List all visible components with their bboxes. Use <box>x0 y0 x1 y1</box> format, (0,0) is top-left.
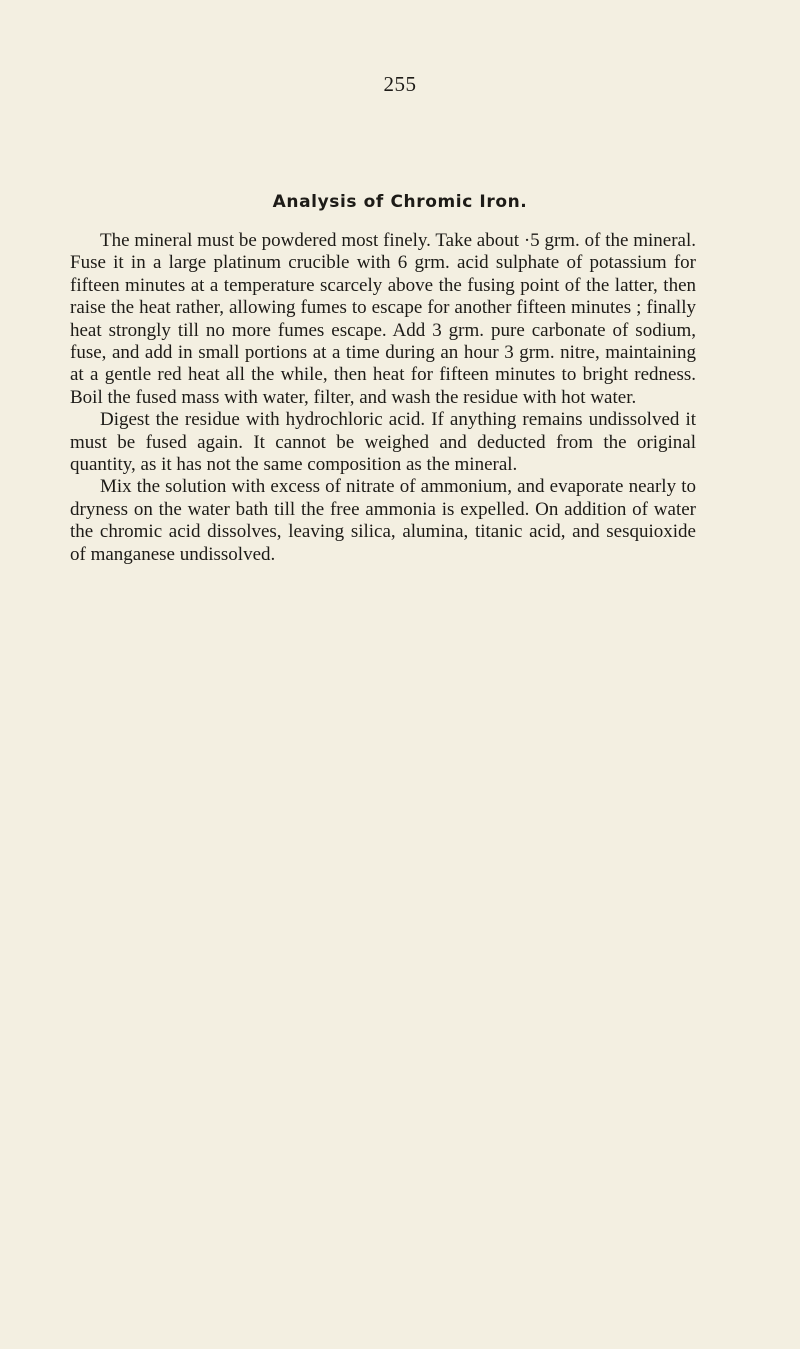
paragraph-solution-treatment: Mix the solution with excess of nitrate of ammonium, and evaporate nearly to dryness on the water bath till the free ammonia is expelled. On addition of water the chromic acid dissolves, leaving silica, alumina, titanic acid, and sesquioxide of manganese undissolved. <box>70 476 696 565</box>
paragraph-residue-digestion: Digest the residue with hydrochloric acid. If anything remains undissolved it must be fused again. It cannot be weighed and deducted from the original quantity, as it has not the same composition as the mineral. <box>70 409 696 476</box>
page-number: 255 <box>383 72 417 96</box>
section-heading: Analysis of Chromic Iron. <box>272 192 528 212</box>
paragraph-fusion-procedure: The mineral must be powdered most finely. Take about ·5 grm. of the mineral. Fuse it in a large platinum crucible with 6 grm. acid sulphate of potassium for fifteen minutes at a temperature scarcely above the fusing point of the latter, then raise the heat rather, allowing fumes to escape for another fifteen minutes ; finally heat strongly till no more fumes escape. Add 3 grm. pure carbonate of sodium, fuse, and add in small portions at a time during an hour 3 grm. nitre, maintaining at a gentle red heat all the while, then heat for fifteen minutes to bright redness. Boil the fused mass with water, filter, and wash the residue with hot water. <box>70 230 696 408</box>
body-text <box>70 230 696 566</box>
